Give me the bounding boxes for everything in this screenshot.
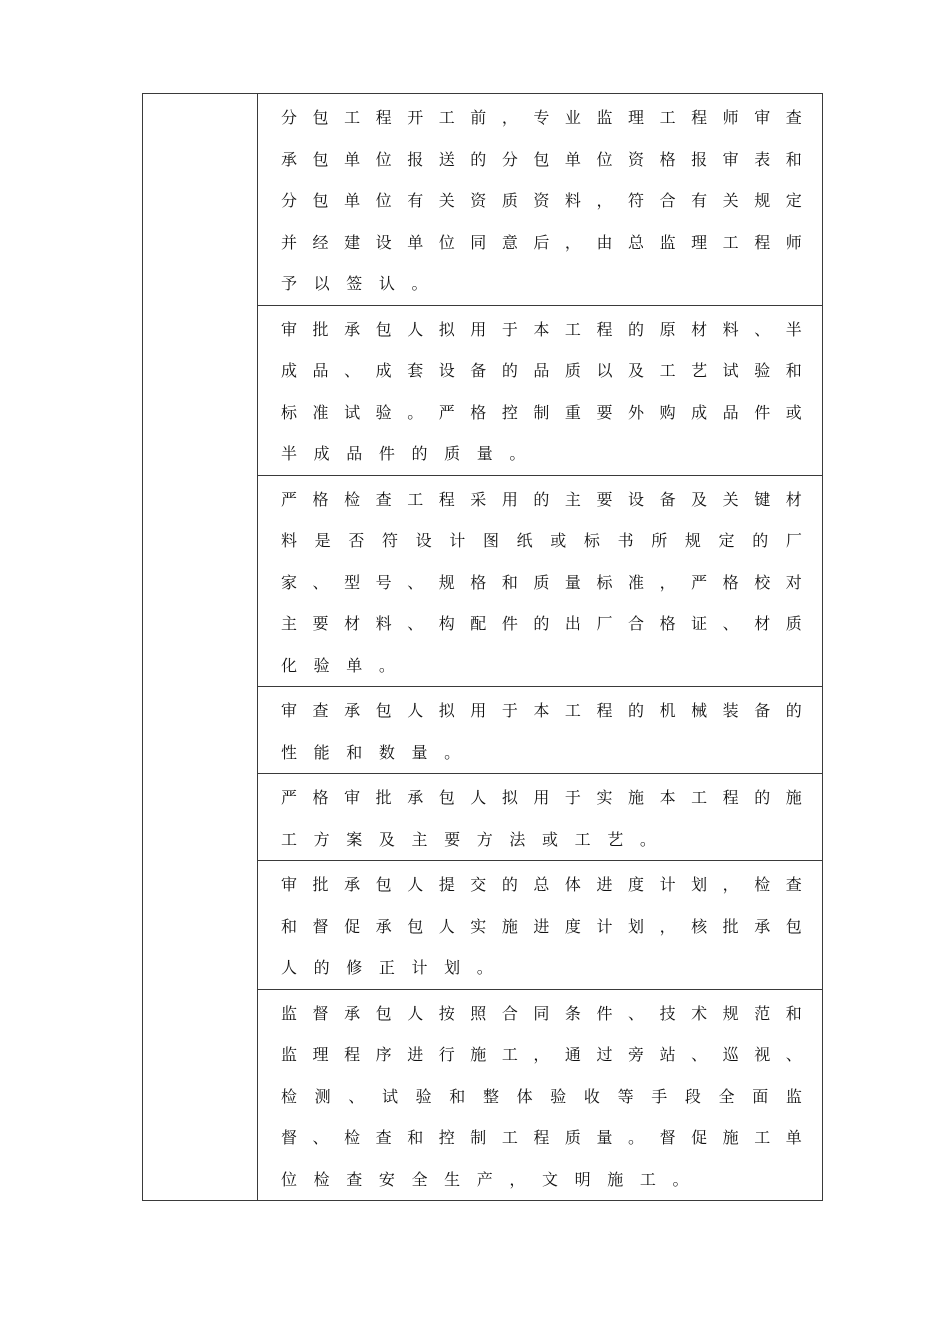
duty-cell	[258, 989, 823, 1201]
text-line: 并 经 建 设 单 位 同 意 后 ， 由 总 监 理 工 程 师	[281, 232, 802, 252]
duty-text	[258, 306, 822, 475]
text-line: 和 督 促 承 包 人 实 施 进 度 计 划 ， 核 批 承 包	[281, 916, 802, 936]
text-line: 工 方 案 及 主 要 方 法 或 工 艺 。	[281, 829, 656, 849]
text-line: 严 格 检 查 工 程 采 用 的 主 要 设 备 及 关 键 材	[281, 489, 802, 509]
duty-cell	[258, 774, 823, 861]
duty-cell	[258, 94, 823, 306]
duty-cell	[258, 475, 823, 687]
text-line: 标 准 试 验 。 严 格 控 制 重 要 外 购 成 品 件 或	[281, 402, 802, 422]
duty-cell	[258, 305, 823, 475]
text-line: 化 验 单 。	[281, 655, 395, 675]
duty-text	[258, 687, 822, 773]
text-line: 家 、 型 号 、 规 格 和 质 量 标 准 ， 严 格 校 对	[281, 572, 802, 592]
duty-cell	[258, 687, 823, 774]
text-line: 成 品 、 成 套 设 备 的 品 质 以 及 工 艺 试 验 和	[281, 361, 802, 380]
duty-text	[258, 990, 822, 1201]
text-line: 分 包 工 程 开 工 前 ， 专 业 监 理 工 程 师 审 查	[281, 108, 802, 127]
duty-text	[258, 861, 822, 989]
table-body	[143, 94, 823, 1201]
text-line: 半 成 品 件 的 质 量 。	[281, 444, 526, 463]
supervision-duties-table	[142, 93, 823, 1201]
text-line: 督 、 检 查 和 控 制 工 程 质 量 。 督 促 施 工 单	[281, 1128, 802, 1147]
text-line: 审 批 承 包 人 拟 用 于 本 工 程 的 原 材 料 、 半	[281, 319, 802, 339]
text-line: 料 是 否 符 设 计 图 纸 或 标 书 所 规 定 的 厂	[281, 531, 802, 550]
text-line: 主 要 材 料 、 构 配 件 的 出 厂 合 格 证 、 材 质	[281, 614, 802, 633]
text-line: 审 批 承 包 人 提 交 的 总 体 进 度 计 划 ， 检 查	[281, 875, 802, 894]
text-line: 严 格 审 批 承 包 人 拟 用 于 实 施 本 工 程 的 施	[281, 788, 802, 807]
duty-text	[258, 94, 822, 305]
duty-text	[258, 476, 822, 687]
text-line: 人 的 修 正 计 划 。	[281, 958, 493, 977]
table-row	[143, 94, 823, 306]
text-line: 监 督 承 包 人 按 照 合 同 条 件 、 技 术 规 范 和	[281, 1003, 802, 1023]
text-line: 性 能 和 数 量 。	[281, 742, 461, 762]
text-line: 分 包 单 位 有 关 资 质 资 料 ， 符 合 有 关 规 定	[281, 191, 802, 210]
text-line: 承 包 单 位 报 送 的 分 包 单 位 资 格 报 审 表 和	[281, 149, 802, 169]
text-line: 审 查 承 包 人 拟 用 于 本 工 程 的 机 械 装 备 的	[281, 701, 802, 720]
duty-text	[258, 774, 822, 860]
text-line: 监 理 程 序 进 行 施 工 ， 通 过 旁 站 、 巡 视 、	[281, 1045, 802, 1064]
text-line: 予 以 签 认 。	[281, 274, 428, 293]
duty-cell	[258, 861, 823, 990]
text-line: 检 测 、 试 验 和 整 体 验 收 等 手 段 全 面 监	[281, 1086, 802, 1106]
category-cell	[143, 94, 258, 1201]
text-line: 位 检 查 安 全 生 产 ， 文 明 施 工 。	[281, 1169, 689, 1189]
